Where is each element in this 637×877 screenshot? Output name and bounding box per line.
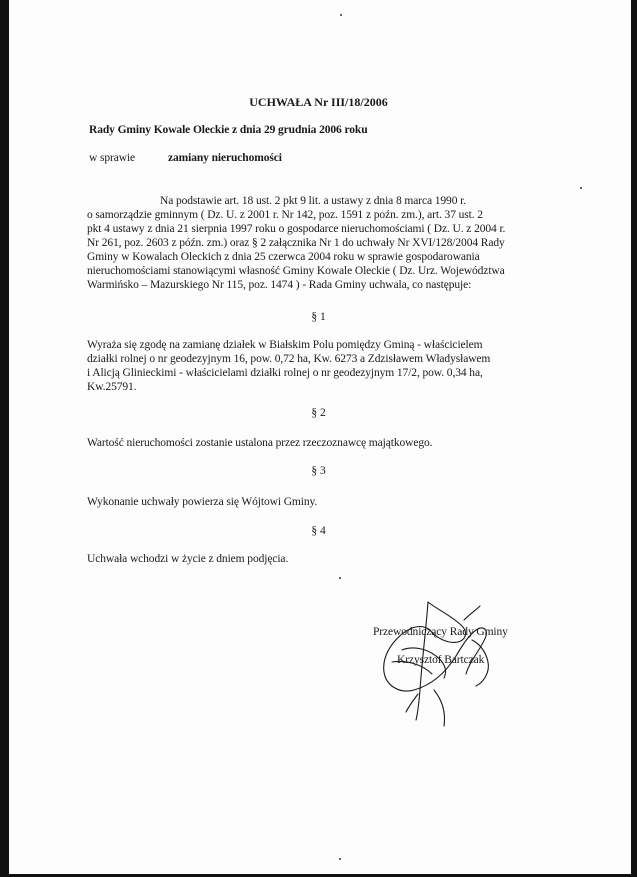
section-line: i Alicją Glinieckimi - właścicielami działki rolnej o nr geodezyjnym 17/2, pow. 0,34 ha, bbox=[87, 367, 483, 379]
preamble-line: Gminy w Kowalach Oleckich z dnia 25 czerwca 2004 roku w sprawie gospodarowania bbox=[87, 251, 480, 263]
signature-name: Krzysztof Bartczak bbox=[397, 654, 485, 666]
scan-speck bbox=[580, 187, 582, 189]
section-line: działki rolnej o nr geodezyjnym 16, pow. 0,72 ha, Kw. 6273 a Zdzisławem Władysławem bbox=[87, 353, 491, 365]
preamble-line: nieruchomościami stanowiącymi własność Gminy Kowale Oleckie ( Dz. Urz. Województwa bbox=[87, 265, 505, 277]
preamble-line: Nr 261, poz. 2603 z późn. zm.) oraz § 2 załącznika Nr 1 do uchwały Nr XVI/128/2004 Rady bbox=[87, 237, 505, 249]
scan-edge-left bbox=[0, 0, 9, 877]
subject-prefix: w sprawie bbox=[89, 152, 136, 164]
section-mark: § 2 bbox=[311, 407, 326, 419]
preamble-line: Na podstawie art. 18 ust. 2 pkt 9 lit. a ustawy z dnia 8 marca 1990 r. bbox=[160, 195, 466, 207]
document-title: UCHWAŁA Nr III/18/2006 bbox=[249, 95, 388, 109]
preamble-line: Warmińsko – Mazurskiego Nr 115, poz. 1474 ) - Rada Gminy uchwala, co następuje: bbox=[87, 279, 472, 291]
scan-speck bbox=[340, 14, 342, 16]
issuer-line: Rady Gminy Kowale Oleckie z dnia 29 grudnia 2006 roku bbox=[89, 124, 368, 136]
section-mark: § 3 bbox=[311, 465, 326, 477]
scan-speck bbox=[339, 577, 341, 579]
section-line: Kw.25791. bbox=[87, 381, 137, 393]
section-line: Wartość nieruchomości zostanie ustalona przez rzeczoznawcę majątkowego. bbox=[87, 437, 433, 449]
preamble-line: o samorządzie gminnym ( Dz. U. z 2001 r. Nr 142, poz. 1591 z poźn. zm.), art. 37 ust. 2 bbox=[87, 209, 483, 221]
signature-role: Przewodniczący Rady Gminy bbox=[373, 626, 508, 638]
section-line: Uchwała wchodzi w życie z dniem podjęcia. bbox=[87, 553, 289, 565]
section-mark: § 4 bbox=[311, 525, 326, 537]
handwritten-signature bbox=[372, 590, 532, 740]
section-mark: § 1 bbox=[311, 311, 326, 323]
scan-edge-right bbox=[631, 0, 637, 877]
scan-speck bbox=[339, 858, 341, 860]
preamble-line: pkt 4 ustawy z dnia 21 sierpnia 1997 roku o gospodarce nieruchomościami ( Dz. U. z 2004 r. bbox=[87, 223, 506, 235]
section-line: Wykonanie uchwały powierza się Wójtowi Gminy. bbox=[87, 496, 318, 508]
subject-text: zamiany nieruchomości bbox=[168, 152, 282, 164]
section-line: Wyraża się zgodę na zamianę działek w Białskim Polu pomiędzy Gminą - właścicielem bbox=[87, 339, 483, 351]
